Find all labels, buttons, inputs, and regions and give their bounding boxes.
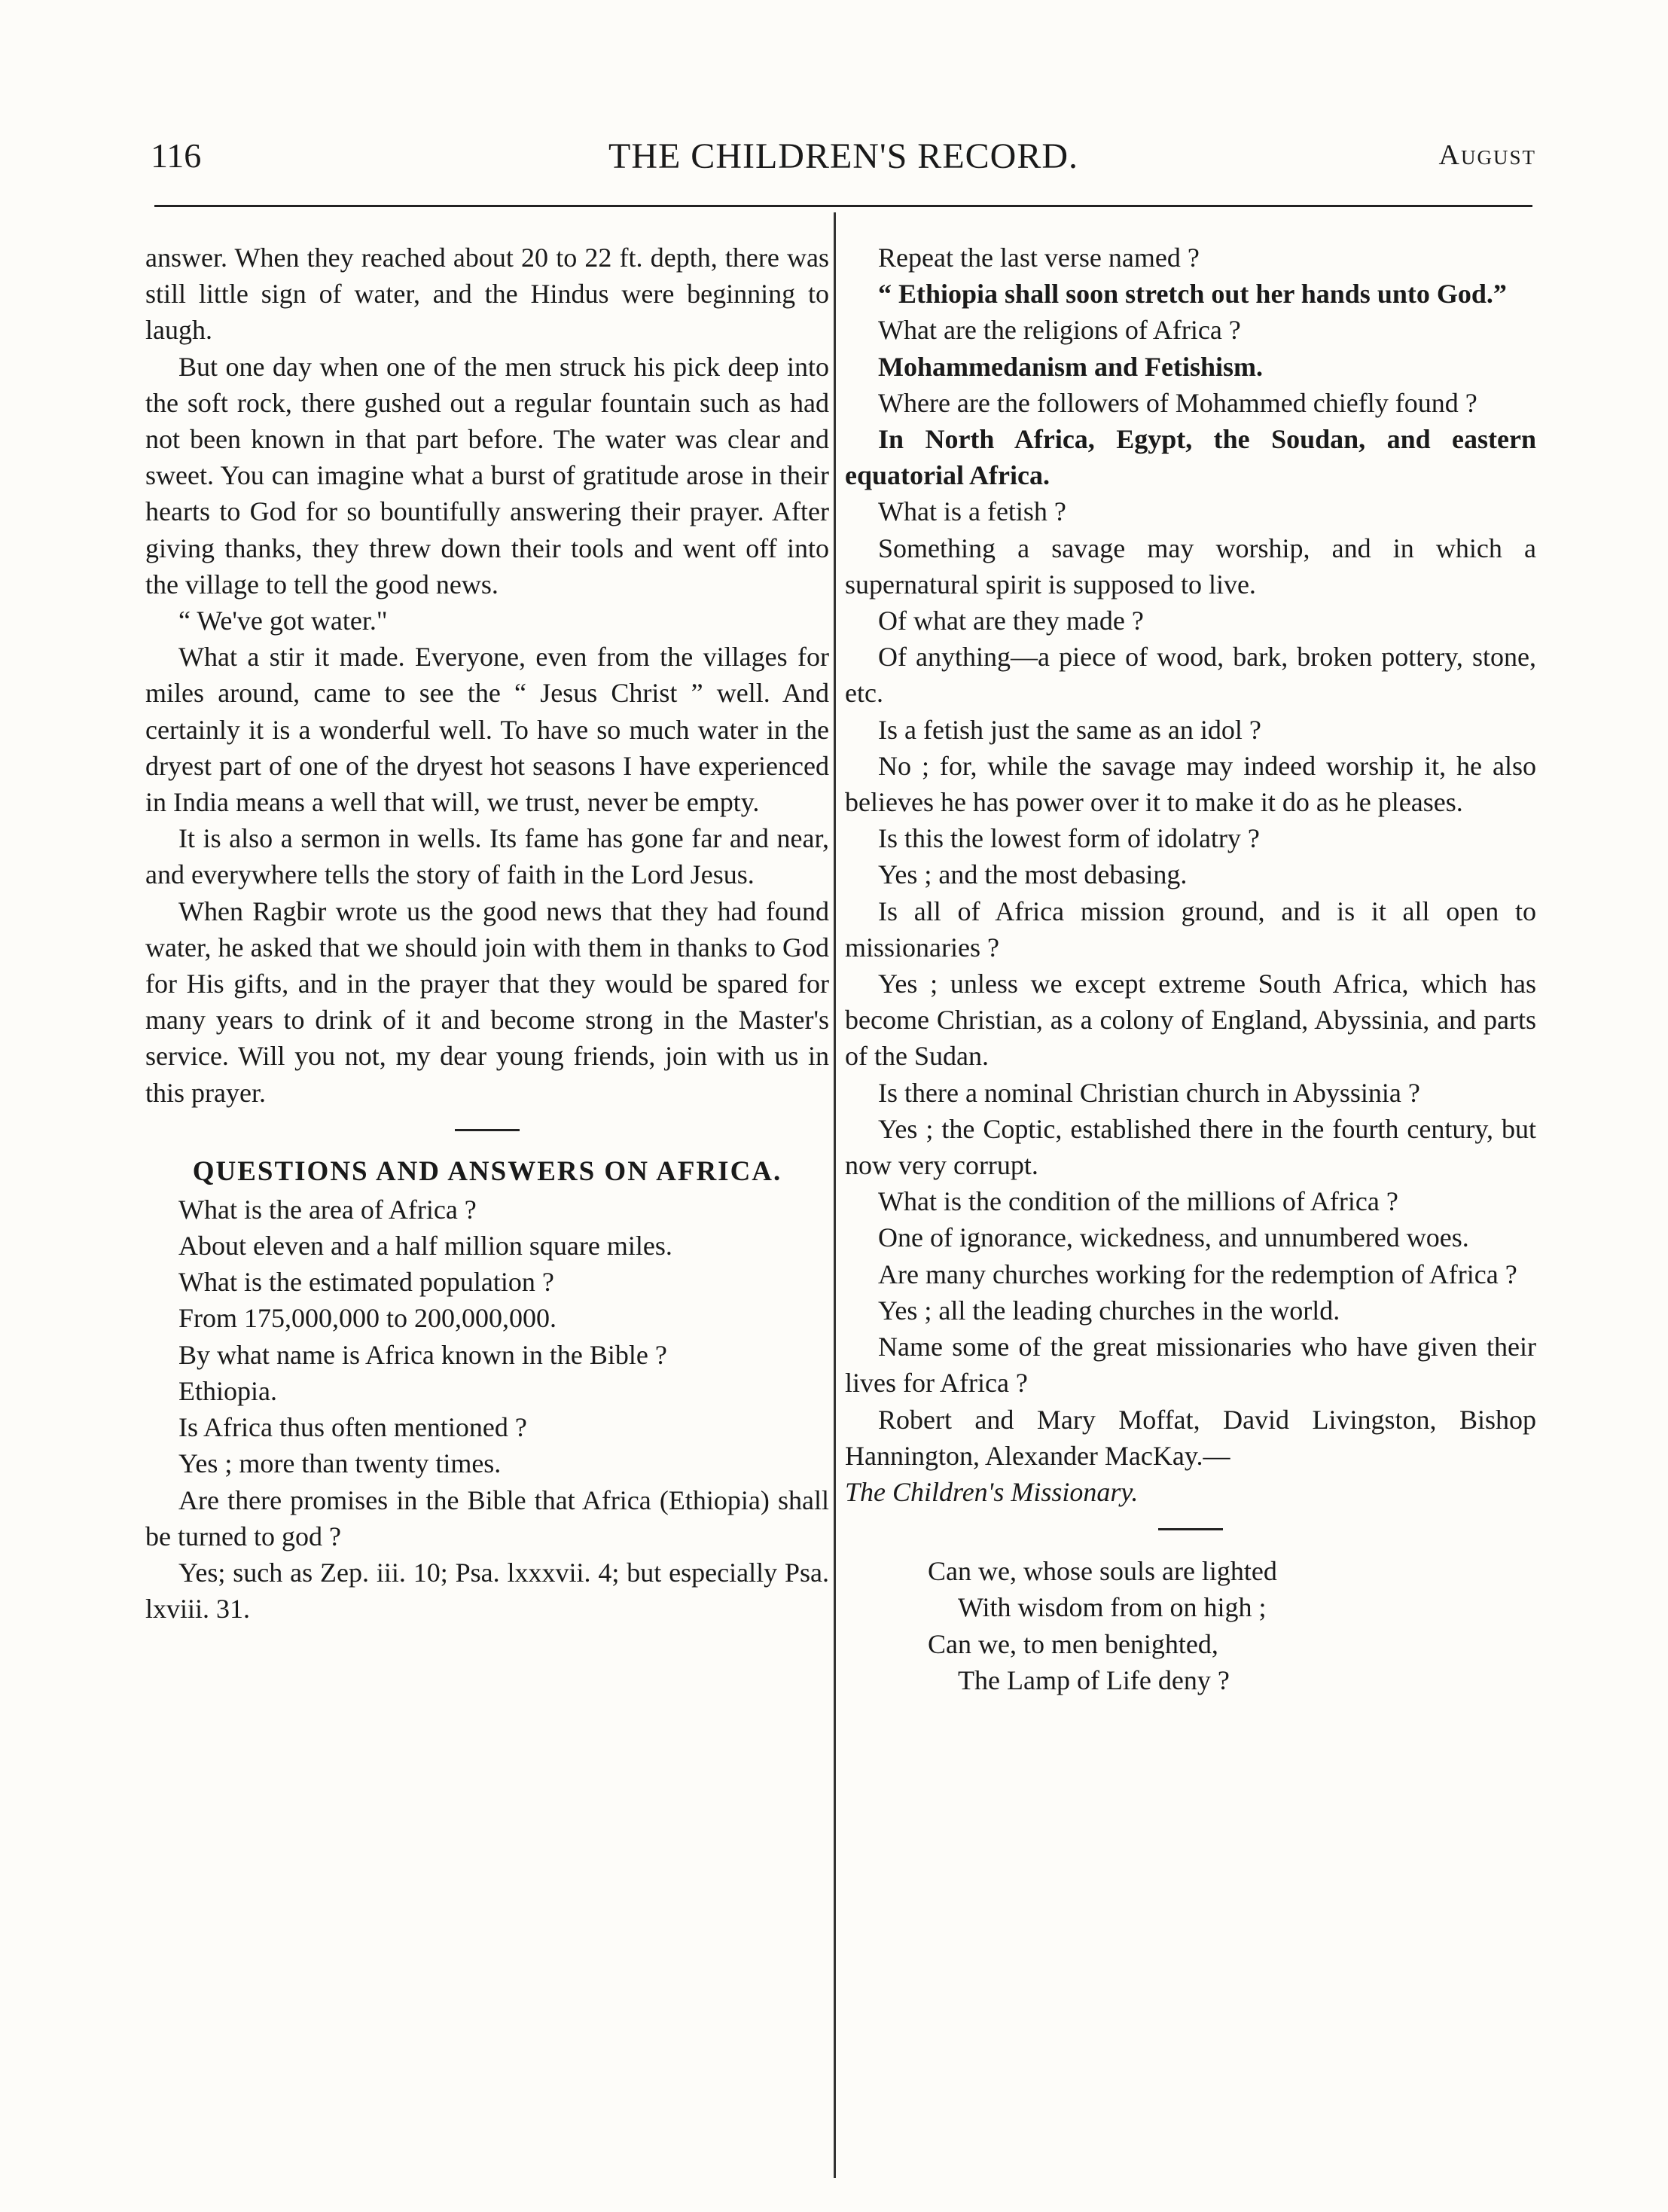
article-paragraph: answer. When they reached about 20 to 22 ft. depth, there was still little sign of water, and the Hindus were beginning to laugh. xyxy=(145,243,829,346)
issue-month: August xyxy=(1438,139,1536,171)
answer: Mohammedanism and Fetishism. xyxy=(878,351,1264,382)
question: What is a fetish ? xyxy=(878,496,1066,527)
question: Name some of the great missionaries who have given their lives for Africa ? xyxy=(845,1332,1536,1399)
poem xyxy=(845,1553,1536,1698)
question: What is the area of Africa ? xyxy=(178,1194,477,1225)
poem-line: With wisdom from on high ; xyxy=(958,1592,1267,1623)
answer: From 175,000,000 to 200,000,000. xyxy=(178,1303,557,1334)
answer: Something a savage may worship, and in which a supernatural spirit is supposed to live. xyxy=(845,532,1536,600)
question: Of what are they made ? xyxy=(878,606,1144,636)
question: What is the condition of the millions of Africa ? xyxy=(878,1186,1398,1217)
answer: Yes ; and the most debasing. xyxy=(878,859,1188,890)
question: Is this the lowest form of idolatry ? xyxy=(878,823,1260,854)
question: What is the estimated population ? xyxy=(178,1267,554,1298)
attribution: The Children's Missionary. xyxy=(845,1476,1139,1507)
question: What are the religions of Africa ? xyxy=(878,315,1241,346)
question: By what name is Africa known in the Bible ? xyxy=(178,1339,667,1370)
answer: Of anything—a piece of wood, bark, broken pottery, stone, etc. xyxy=(845,642,1536,709)
answer: One of ignorance, wickedness, and unnumbered woes. xyxy=(878,1222,1469,1253)
section-rule xyxy=(455,1129,520,1131)
answer: Yes; such as Zep. iii. 10; Psa. lxxxvii. 4; but especially Psa. lxviii. 31. xyxy=(145,1557,829,1625)
answer: Yes ; all the leading churches in the world. xyxy=(878,1295,1340,1326)
question: Is there a nominal Christian church in Abyssinia ? xyxy=(878,1077,1420,1108)
answer: Yes ; unless we except extreme South Africa, which has become Christian, as a colony of England, Abyssinia, and parts of the Sudan. xyxy=(845,969,1536,1072)
article-paragraph: When Ragbir wrote us the good news that they had found water, he asked that we should join with them in thanks to God for His gifts, and in the prayer that they would be spared for many years to drink of it and become strong in the Master's service. Will you not, my dear young friends, join with us in this prayer. xyxy=(145,895,829,1108)
section-heading: QUESTIONS AND ANSWERS ON AFRICA. xyxy=(192,1155,782,1187)
article-paragraph: What a stir it made. Everyone, even from the villages for miles around, came to see the “ Jesus Christ ” well. And certainly it is a wonderful well. To have so much water in the dryest part of one of the dryest hot seasons I have experienced in India means a well that will, we trust, never be empty. xyxy=(145,642,829,818)
answer: Ethiopia. xyxy=(178,1375,277,1406)
column-divider xyxy=(834,212,836,2178)
section-rule xyxy=(1158,1528,1223,1530)
poem-line: Can we, whose souls are lighted xyxy=(928,1556,1277,1587)
right-column xyxy=(845,240,1536,1698)
poem-line: The Lamp of Life deny ? xyxy=(958,1664,1230,1695)
question: Is Africa thus often mentioned ? xyxy=(178,1412,527,1443)
question: Is a fetish just the same as an idol ? xyxy=(878,714,1261,745)
publication-title: THE CHILDREN'S RECORD. xyxy=(608,136,1078,176)
left-column xyxy=(145,240,829,1627)
answer: Robert and Mary Moffat, David Livingston, Bishop Hannington, Alexander MacKay.— xyxy=(845,1404,1536,1471)
poem-line: Can we, to men benighted, xyxy=(928,1628,1218,1659)
answer: “ Ethiopia shall soon stretch out her hands unto God.” xyxy=(878,279,1507,310)
answer: Yes ; more than twenty times. xyxy=(178,1448,502,1479)
page-number: 116 xyxy=(151,136,202,175)
page-header xyxy=(151,136,1536,188)
answer: About eleven and a half million square miles. xyxy=(178,1231,672,1262)
question: Are many churches working for the redemption of Africa ? xyxy=(878,1259,1517,1289)
question: Are there promises in the Bible that Africa (Ethiopia) shall be turned to god ? xyxy=(145,1484,829,1551)
question: Where are the followers of Mohammed chiefly found ? xyxy=(878,387,1477,418)
article-paragraph: “ We've got water." xyxy=(178,606,388,636)
header-rule xyxy=(154,205,1532,207)
answer: Yes ; the Coptic, established there in the fourth century, but now very corrupt. xyxy=(845,1113,1536,1181)
question: Repeat the last verse named ? xyxy=(878,243,1200,273)
question: Is all of Africa mission ground, and is it all open to missionaries ? xyxy=(845,895,1536,963)
article-paragraph: It is also a sermon in wells. Its fame has gone far and near, and everywhere tells the story of faith in the Lord Jesus. xyxy=(145,823,829,890)
article-paragraph: But one day when one of the men struck his pick deep into the soft rock, there gushed out a regular fountain such as had not been known in that part before. The water was clear and sweet. You can imagine what a burst of gratitude arose in their hearts to God for so bountifully answering their prayer. After giving thanks, they threw down their tools and went off into the village to tell the good news. xyxy=(145,351,829,600)
answer: In North Africa, Egypt, the Soudan, and eastern equatorial Africa. xyxy=(845,424,1536,491)
answer: No ; for, while the savage may indeed worship it, he also believes he has power over it to make it do as he pleases. xyxy=(845,750,1536,818)
